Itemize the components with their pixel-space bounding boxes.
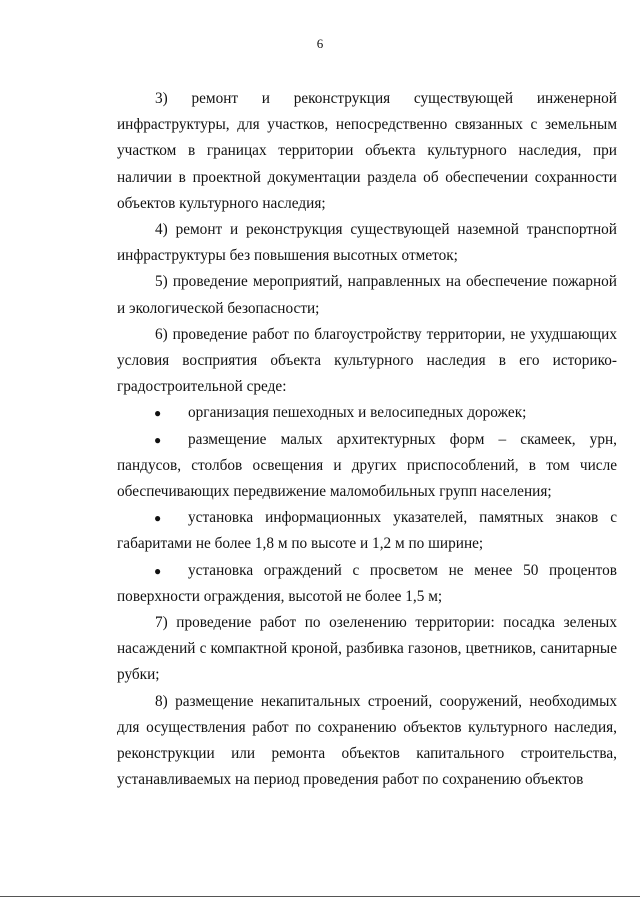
paragraph-item-3: 3) ремонт и реконструкция существующей инженерной инфраструктуры, для участков, непосредственно связанных с земельным участком в границах территории объекта культурного наследия, при наличии в проектной документации раздела об обеспечении сохранности объектов культурного наследия; bbox=[117, 90, 617, 212]
bullet-text: установка ограждений с просветом не менее 50 процентов поверхности ограждения, высотой не более 1,5 м; bbox=[117, 561, 617, 605]
paragraph-item-5: 5) проведение мероприятий, направленных на обеспечение пожарной и экологической безопасности; bbox=[117, 273, 617, 317]
bullet-item bbox=[117, 400, 617, 426]
bullet-item bbox=[117, 558, 617, 610]
bullet-text: организация пешеходных и велосипедных дорожек; bbox=[188, 404, 527, 422]
paragraph-item-6: 6) проведение работ по благоустройству территории, не ухудшающих условия восприятия объекта культурного наследия в его историко-градостроительной среде: bbox=[117, 325, 617, 396]
page-bottom-edge bbox=[0, 896, 640, 897]
paragraph-item-8: 8) размещение некапитальных строений, сооружений, необходимых для осуществления работ по сохранению объектов культурного наследия, реконструкции или ремонта объектов капитального строительства, устанавливаемых на период проведения работ по сохранению объектов bbox=[117, 692, 617, 789]
page-number: 6 bbox=[316, 36, 324, 51]
paragraph-item-7: 7) проведение работ по озеленению территории: посадка зеленых насаждений с компактной кроной, разбивка газонов, цветников, санитарные рубки; bbox=[117, 614, 617, 684]
bullet-text: установка информационных указателей, памятных знаков с габаритами не более 1,8 м по высоте и 1,2 м по ширине; bbox=[117, 509, 617, 553]
bullet-text: размещение малых архитектурных форм – скамеек, урн, пандусов, столбов освещения и других приспособлений, в том числе обеспечивающих передвижение маломобильных групп населения; bbox=[117, 430, 617, 501]
document-body bbox=[117, 86, 617, 793]
bullet-item bbox=[117, 427, 617, 506]
bullet-icon: ● bbox=[154, 563, 162, 578]
bullet-item bbox=[117, 505, 617, 557]
bullet-icon: ● bbox=[154, 432, 162, 447]
paragraph-item-4: 4) ремонт и реконструкция существующей наземной транспортной инфраструктуры без повышения высотных отметок; bbox=[117, 221, 617, 265]
bullet-icon: ● bbox=[154, 511, 162, 526]
bullet-icon: ● bbox=[154, 406, 162, 421]
